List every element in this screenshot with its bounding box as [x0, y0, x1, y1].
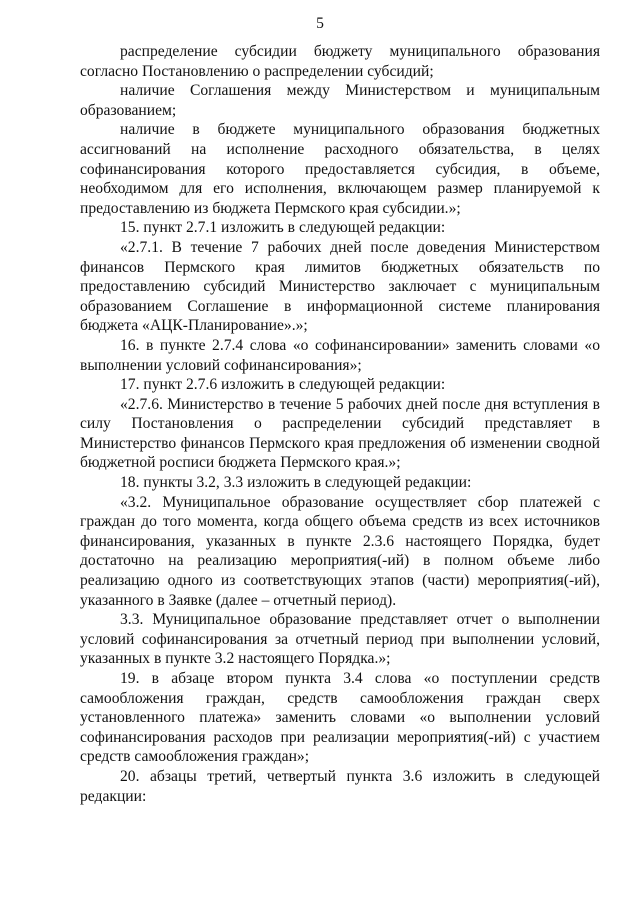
- paragraph: 18. пункты 3.2, 3.3 изложить в следующей редакции:: [120, 474, 472, 492]
- paragraph: наличие в бюджете муниципального образования бюджетных ассигнований на исполнение расходного обязательства, в целях софинансирования которого предоставляется субсидия, в объеме, необходимом для его исполнения, включающем размер планируемой к предоставлению из бюджета Пермского края субсидии.»;: [80, 121, 600, 217]
- paragraph: наличие Соглашения между Министерством и муниципальным образованием;: [80, 82, 600, 119]
- paragraph: «2.7.1. В течение 7 рабочих дней после доведения Министерством финансов Пермского края лимитов бюджетных обязательств по предоставлению субсидий Министерство заключает с муниципальным образованием Соглашение в информационной системе планирования бюджета «АЦК-Планирование».»;: [80, 238, 600, 335]
- paragraph: 20. абзацы третий, четвертый пункта 3.6 изложить в следующей редакции:: [80, 767, 600, 805]
- paragraph: «3.2. Муниципальное образование осуществляет сбор платежей с граждан до того момента, когда общего объема средств из всех источников финансирования, указанных в пункте 2.3.6 настоящего Порядка, будет достаточно на реализацию мероприятия(-ий) в полном объеме либо реализацию одного из соответствующих этапов (части) мероприятия(-ий), указанного в Заявке (далее – отчетный период).: [80, 493, 600, 609]
- paragraph: 19. в абзаце втором пункта 3.4 слова «о поступлении средств самообложения граждан, средств самообложения граждан сверх установленного платежа» заменить словами «о выполнении условий софинансирования расходов при реализации мероприятия(-ий) с участием средств самообложения граждан»;: [80, 670, 600, 766]
- paragraph: 17. пункт 2.7.6 изложить в следующей редакции:: [120, 376, 446, 394]
- page-number: 5: [316, 15, 324, 32]
- paragraph: 15. пункт 2.7.1 изложить в следующей редакции:: [120, 219, 446, 237]
- paragraph: «2.7.6. Министерство в течение 5 рабочих дней после дня вступления в силу Постановления о распределении субсидий представляет в Министерство финансов Пермского края предложения об изменении сводной бюджетной росписи бюджета Пермского края.»;: [80, 395, 600, 472]
- document-body: [80, 42, 600, 806]
- paragraph: распределение субсидии бюджету муниципального образования согласно Постановлению о распределении субсидий;: [80, 43, 600, 80]
- paragraph: 16. в пункте 2.7.4 слова «о софинансировании» заменить словами «о выполнении условий софинансирования»;: [80, 336, 600, 374]
- paragraph: 3.3. Муниципальное образование представляет отчет о выполнении условий софинансирования за отчетный период при выполнении условий, указанных в пункте 3.2 настоящего Порядка.»;: [80, 611, 600, 668]
